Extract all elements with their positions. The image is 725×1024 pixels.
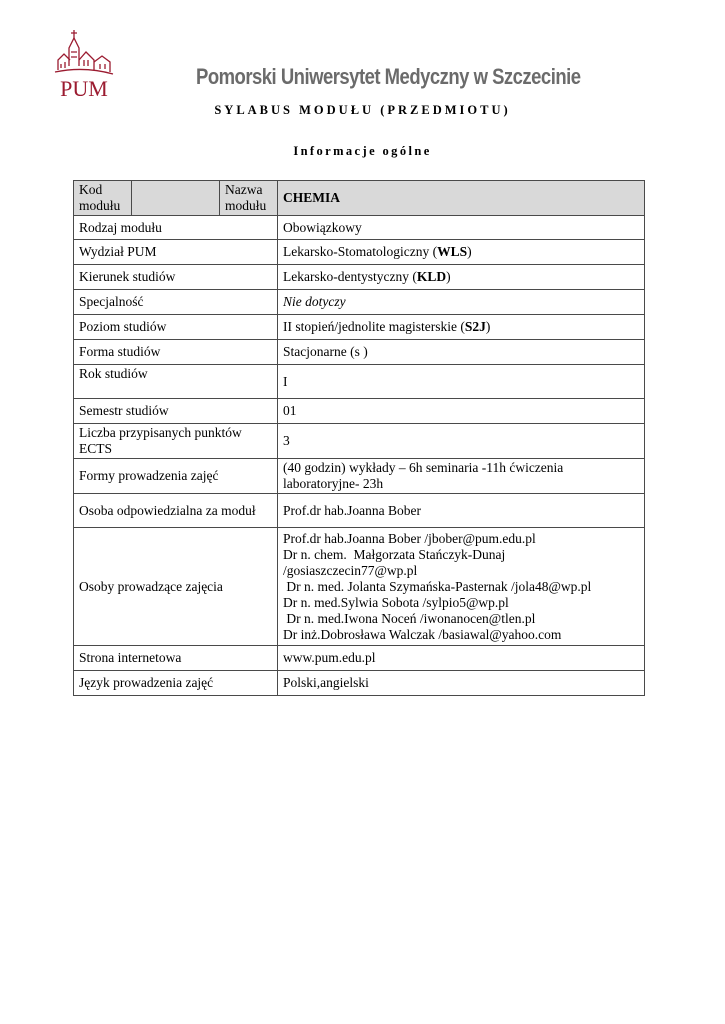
row-value-suffix: ) [467,244,472,259]
row-label: Rodzaj modułu [74,216,278,240]
row-value: 3 [278,424,645,459]
kod-label: Kod modułu [74,181,132,216]
row-value: www.pum.edu.pl [278,646,645,671]
row-value: Obowiązkowy [278,216,645,240]
header-row [74,181,645,216]
table-row [74,315,645,340]
row-label: Osoby prowadzące zajęcia [74,528,278,646]
table-row [74,671,645,696]
nazwa-value: CHEMIA [278,181,645,216]
row-value-suffix: ) [446,269,451,284]
row-label: Formy prowadzenia zajęć [74,459,278,494]
table-row [74,340,645,365]
row-label: Język prowadzenia zajęć [74,671,278,696]
table-row [74,646,645,671]
pum-logo [52,26,116,104]
table-row [74,459,645,494]
kod-value [132,181,220,216]
row-value: Prof.dr hab.Joanna Bober [278,494,645,528]
row-value: Polski,angielski [278,671,645,696]
row-value-bold: KLD [416,269,447,284]
row-value-text: II stopień/jednolite magisterskie ( [283,319,465,334]
row-value: 01 [278,399,645,424]
table-row [74,365,645,399]
lecturer-line: Dr n. med. Jolanta Szymańska-Pasternak /jola48@wp.pl [283,578,592,594]
row-label: Semestr studiów [74,399,278,424]
row-label: Wydział PUM [74,240,278,265]
row-label: Rok studiów [74,365,278,399]
document-title: SYLABUS MODUŁU (PRZEDMIOTU) [214,103,511,117]
row-value: Stacjonarne (s ) [278,340,645,365]
table-row [74,399,645,424]
lecturer-line: Dr inż.Dobrosława Walczak /basiawal@yahoo.com [283,626,562,642]
row-value [278,240,645,265]
table-row [74,265,645,290]
lecturer-line: Dr n. med.Sylwia Sobota /sylpio5@wp.pl [283,594,509,610]
row-value-bold: WLS [437,244,468,259]
row-value-text: Lekarsko-dentystyczny ( [283,269,417,284]
row-value [278,528,645,646]
table-row [74,216,645,240]
section-subtitle: Informacje ogólne [293,144,432,158]
table-row [74,494,645,528]
row-value: I [278,365,645,399]
lecturer-line: /gosiaszczecin77@wp.pl [283,562,418,578]
table-row [74,240,645,265]
row-value-bold: S2J [464,319,486,334]
table-row [74,424,645,459]
university-name: Pomorski Uniwersytet Medyczny w Szczecinie [196,64,581,89]
row-label: Kierunek studiów [74,265,278,290]
lecturer-line: Prof.dr hab.Joanna Bober /jbober@pum.edu.pl [283,530,536,546]
row-label: Forma studiów [74,340,278,365]
row-value-text: Lekarsko-Stomatologiczny ( [283,244,438,259]
row-value [278,315,645,340]
lecturer-line: Dr n. chem. Małgorzata Stańczyk-Dunaj [283,546,506,562]
row-value: (40 godzin) wykłady – 6h seminaria -11h ćwiczenia laboratoryjne- 23h [278,459,645,494]
table-row [74,528,645,646]
lecturer-line: Dr n. med.Iwona Noceń /iwonanocen@tlen.pl [283,610,536,626]
table-row [74,290,645,315]
row-label: Liczba przypisanych punktów ECTS [74,424,278,459]
row-label: Specjalność [74,290,278,315]
nazwa-label: Nazwa modułu [220,181,278,216]
row-value [278,265,645,290]
row-label: Osoba odpowiedzialna za moduł [74,494,278,528]
row-label: Strona internetowa [74,646,278,671]
logo-text: PUM [60,76,108,101]
row-value-suffix: ) [485,319,491,334]
general-info-table [73,180,645,696]
row-value: Nie dotyczy [278,290,645,315]
row-label: Poziom studiów [74,315,278,340]
